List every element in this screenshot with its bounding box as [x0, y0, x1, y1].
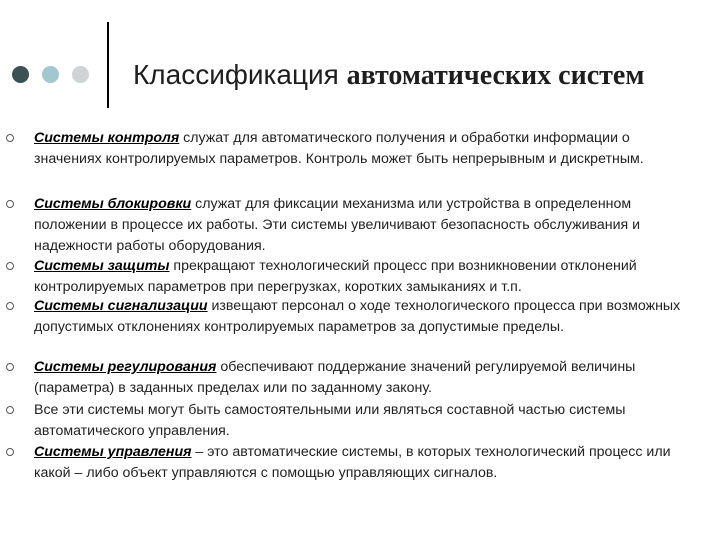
item-text: служат для автоматического получения и обработки информации о значениях контролируемых параметров. Контроль может быть непрерывным и дискретным.	[34, 130, 644, 167]
list-item	[34, 256, 684, 298]
title-part-1: Классификация	[133, 59, 339, 90]
list-item	[34, 400, 684, 442]
item-term: Системы регулирования	[34, 359, 217, 375]
slide-title	[133, 58, 644, 93]
item-text: служат для фиксации механизма или устройства в определенном положении в процессе их работы. Эти системы увеличивают безопасность обслуживания и надежности работы оборудования.	[34, 196, 641, 254]
item-text: Все эти системы могут быть самостоятельными или являться составной частью системы автоматического управления.	[34, 402, 626, 439]
bullet-icon	[6, 448, 14, 456]
gray-dot-icon	[72, 66, 89, 83]
item-text: прекращают технологический процесс при возникновении отклонений контролируемых параметров при перегрузках, коротких замыканиях и т.п.	[34, 258, 637, 295]
item-text: обеспечивают поддержание значений регулируемой величины (параметра) в заданных пределах или по заданному закону.	[34, 359, 636, 396]
list-item	[34, 442, 684, 484]
dark-dot-icon	[12, 66, 29, 83]
bullet-icon	[6, 302, 14, 310]
item-text: извещают персонал о ходе технологического процесса при возможных допустимых отклонениях контролируемых параметров за допустимые пределы.	[34, 298, 681, 335]
item-term: Системы защиты	[34, 258, 170, 274]
bullet-icon	[6, 262, 14, 270]
item-term: Системы управления	[34, 444, 192, 460]
bullet-icon	[6, 406, 14, 414]
item-term: Системы блокировки	[34, 196, 192, 212]
list-item	[34, 357, 684, 399]
bullet-icon	[6, 134, 14, 142]
list-item	[34, 194, 684, 257]
item-text: – это автоматические системы, в которых технологический процесс или какой – либо объект управляются с помощью управляющих сигналов.	[34, 444, 671, 481]
list-item	[34, 296, 684, 338]
item-term: Системы сигнализации	[34, 298, 208, 314]
light-blue-dot-icon	[42, 66, 59, 83]
bullet-icon	[6, 363, 14, 371]
title-part-2: автоматических систем	[346, 60, 645, 91]
item-term: Системы контроля	[34, 130, 180, 146]
list-item	[34, 128, 684, 170]
title-divider	[107, 22, 109, 108]
bullet-icon	[6, 200, 14, 208]
